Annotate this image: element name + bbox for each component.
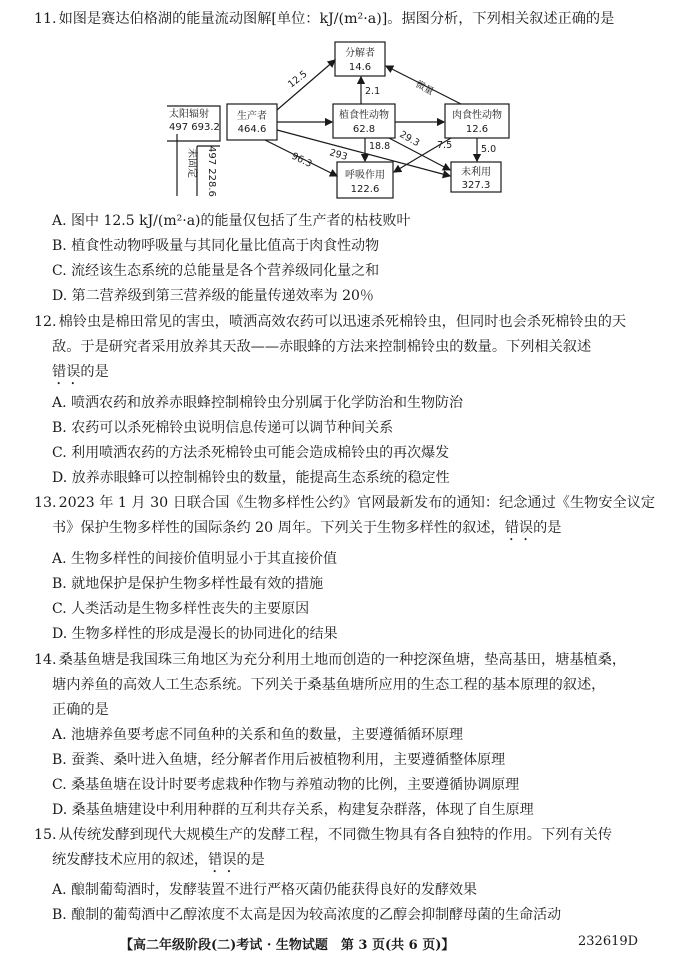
- q12-line2: 敌。于是研究者采用放养其天敌——赤眼蜂的方法来控制棉铃虫的数量。下列相关叙述: [52, 339, 592, 355]
- decomposer-value: 14.6: [348, 62, 372, 73]
- q11-number: 11.: [34, 11, 57, 27]
- q12-option-d: D. 放养赤眼蜂可以控制棉铃虫的数量，能提高生态系统的稳定性: [52, 470, 450, 486]
- q14-option-c: C. 桑基鱼塘在设计时要考虑栽种作物与养殖动物的比例，主要遵循协调原理: [52, 777, 520, 793]
- q13-option-d: D. 生物多样性的形成是漫长的协同进化的结果: [52, 626, 338, 642]
- unfixed-label: 未固定: [186, 148, 197, 178]
- respiration-label: 呼吸作用: [345, 170, 385, 181]
- unused-value: 327.3: [461, 180, 491, 191]
- q11-stem-text: 如图是赛达伯格湖的能量流动图解[单位：kJ/(m²·a)]。据图分析，下列相关叙述正确的是: [58, 11, 615, 27]
- q14-option-d: D. 桑基鱼塘建设中利用种群的互利共存关系，构建复杂群落，体现了自生原理: [52, 802, 534, 818]
- q13-emphasis-wrong: 错误: [504, 520, 534, 536]
- q13-line1-text: 2023 年 1 月 30 日联合国《生物多样性公约》官网最新发布的通知：纪念通过《生物安全议定: [58, 495, 656, 511]
- q11-option-a: A. 图中 12.5 kJ/(m²·a)的能量仅包括了生产者的枯枝败叶: [52, 213, 411, 229]
- flow-12-5: 12.5: [286, 68, 310, 91]
- footer-title: 【高二年级阶段(二)考试 · 生物试题 第 3 页(共 6 页)】: [120, 938, 455, 953]
- q12-line3: [52, 361, 109, 388]
- q15-line2-pre: 统发酵技术应用的叙述，: [52, 852, 209, 868]
- decomposer-label: 分解者: [345, 48, 375, 59]
- q13-option-c: C. 人类活动是生物多样性丧失的主要原因: [52, 601, 310, 617]
- q15-option-b: B. 酿制的葡萄酒中乙醇浓度不太高是因为较高浓度的乙醇会抑制酵母菌的生命活动: [52, 907, 562, 923]
- q13-line2-post: 的是: [533, 520, 562, 536]
- q15-emphasis-wrong: 错误: [208, 852, 237, 868]
- q14-line2: 塘内养鱼的高效人工生态系统。下列关于桑基鱼塘所应用的生态工程的基本原理的叙述，: [52, 677, 606, 693]
- q11-option-b: B. 植食性动物呼吸量与其同化量比值高于肉食性动物: [52, 238, 380, 254]
- q12-line1: [34, 311, 626, 333]
- carnivore-label: 肉食性动物: [452, 110, 502, 121]
- flow-29-3: 29.3: [397, 129, 422, 150]
- q14-option-b: B. 蚕粪、桑叶进入鱼塘，经分解者作用后被植物利用，主要遵循整体原理: [52, 752, 506, 768]
- q15-line1: [34, 824, 612, 846]
- herbivore-label: 植食性动物: [339, 110, 389, 121]
- q12-emphasis-wrong: 错误: [52, 364, 81, 380]
- q15-line1-text: 从传统发酵到现代大规模生产的发酵工程，不同微生物具有各自独特的作用。下列有关传: [58, 827, 612, 843]
- q14-line1-text: 桑基鱼塘是我国珠三角地区为充分利用土地而创造的一种挖深鱼塘，垫高基田，塘基植桑，: [58, 652, 627, 668]
- producer-label: 生产者: [237, 111, 267, 122]
- q11-option-c: C. 流经该生态系统的总能量是各个营养级同化量之和: [52, 263, 380, 279]
- q15-line2-post: 的是: [236, 852, 265, 868]
- producer-value: 464.6: [237, 124, 267, 135]
- q15-number: 15.: [34, 827, 57, 843]
- q12-option-a: A. 喷洒农药和放养赤眼蜂控制棉铃虫分别属于化学防治和生物防治: [52, 395, 464, 411]
- q12-option-c: C. 利用喷洒农药的方法杀死棉铃虫可能会造成棉铃虫的再次爆发: [52, 445, 450, 461]
- herbivore-value: 62.8: [352, 124, 376, 135]
- q13-line1: [34, 492, 655, 514]
- energy-flow-diagram: [165, 36, 525, 204]
- flow-trace: 微量: [413, 78, 436, 98]
- q13-option-a: A. 生物多样性的间接价值明显小于其直接价值: [52, 551, 338, 567]
- flow-96-3: 96.3: [289, 150, 314, 170]
- q14-number: 14.: [34, 652, 57, 668]
- unused-label: 未利用: [461, 167, 491, 178]
- q13-line2-pre: 书》保护生物多样性的国际条约 20 周年。下列关于生物多样性的叙述，: [52, 520, 505, 536]
- q14-line1: [34, 649, 626, 671]
- q13-line2: [52, 517, 561, 544]
- unfixed-value: 497 228.6: [206, 146, 217, 197]
- q13-option-b: B. 就地保护是保护生物多样性最有效的措施: [52, 576, 324, 592]
- q13-number: 13.: [34, 495, 57, 511]
- carnivore-value: 12.6: [465, 124, 489, 135]
- flow-293: 293: [328, 147, 349, 163]
- footer-code: 232619D: [578, 934, 639, 949]
- q11-stem: [34, 8, 614, 30]
- q11-option-d: D. 第二营养级到第三营养级的能量传递效率为 20％: [52, 288, 374, 304]
- sun-label: 太阳辐射: [169, 109, 209, 120]
- q15-line2: [52, 849, 265, 876]
- q12-line3-rest: 的是: [80, 364, 109, 380]
- q12-number: 12.: [34, 314, 57, 330]
- flow-7-5: 7.5: [437, 140, 453, 151]
- respiration-value: 122.6: [350, 184, 380, 195]
- q12-option-b: B. 农药可以杀死棉铃虫说明信息传递可以调节种间关系: [52, 420, 394, 436]
- q14-option-a: A. 池塘养鱼要考虑不同鱼种的关系和鱼的数量，主要遵循循环原理: [52, 727, 464, 743]
- q15-option-a: A. 酿制葡萄酒时，发酵装置不进行严格灭菌仍能获得良好的发酵效果: [52, 882, 478, 898]
- flow-5-0: 5.0: [481, 144, 497, 155]
- flow-18-8: 18.8: [369, 141, 391, 152]
- flow-2-1: 2.1: [365, 86, 381, 97]
- q14-line3: 正确的是: [52, 702, 109, 718]
- sun-value: 497 693.2: [169, 122, 220, 133]
- q12-line1-text: 棉铃虫是棉田常见的害虫，喷洒高效农药可以迅速杀死棉铃虫，但同时也会杀死棉铃虫的天: [58, 314, 627, 330]
